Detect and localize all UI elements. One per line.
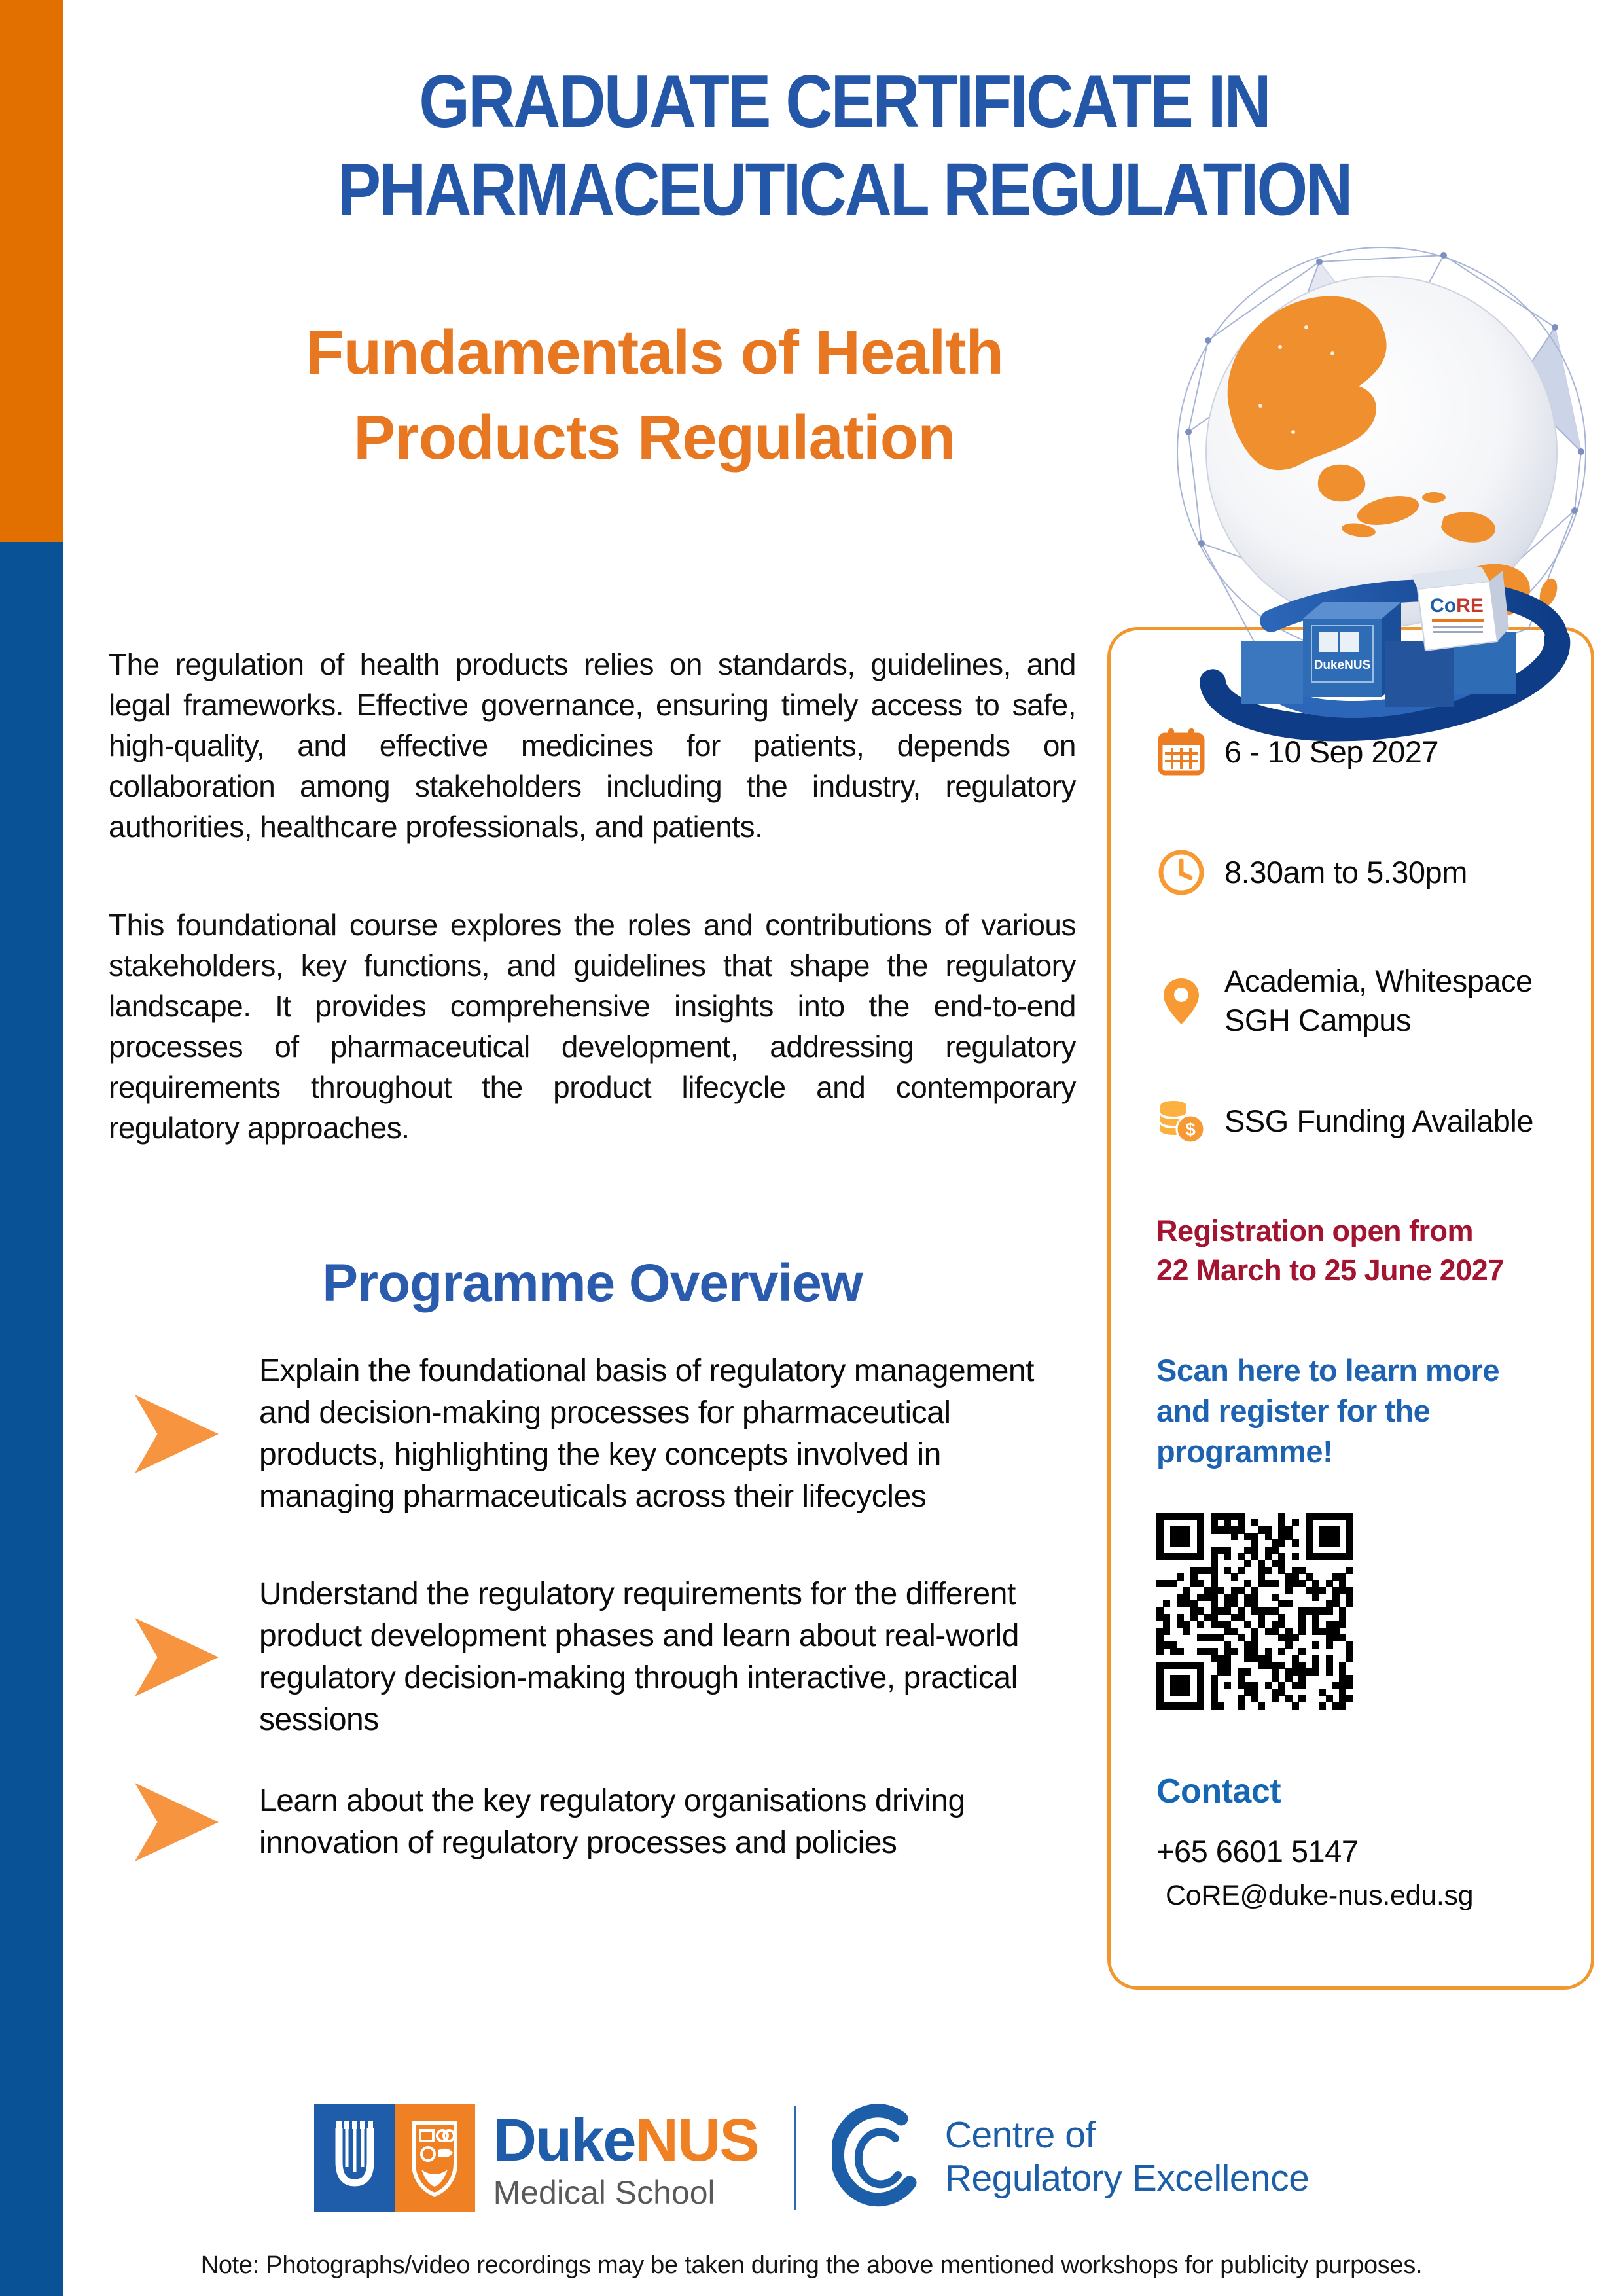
qr-code: [1156, 1513, 1353, 1709]
dukenus-logo-marks: [314, 2104, 475, 2212]
globe-cube-dukenus-label: DukeNUS: [1313, 658, 1371, 672]
arrow-bullet-icon: [135, 1783, 219, 1861]
intro-section: [109, 644, 1076, 1148]
course-subtitle: Fundamentals of Health Products Regulation: [305, 317, 1004, 473]
funding-icon: [1156, 1096, 1206, 1146]
overview-bullet-2: [109, 1573, 1076, 1741]
contact-heading: Contact: [1156, 1772, 1281, 1810]
footer-note: Note: Photographs/video recordings may be taken during the above mentioned workshops for publicity purposes.: [200, 2251, 1423, 2279]
registration-period: [1156, 1211, 1552, 1290]
globe-illustration: [1162, 236, 1607, 753]
registration-line2: 22 March to 25 June 2027: [1156, 1253, 1504, 1287]
overview-bullet-1-text: Explain the foundational basis of regulatory management and decision-making processes for pharmaceutical products, highlighting the key concepts involved in managing pharmaceuticals across their lifecycles: [259, 1354, 1034, 1514]
funding-text: SSG Funding Available: [1224, 1103, 1534, 1138]
registration-line1: Registration open from: [1156, 1214, 1474, 1247]
scan-instruction: Scan here to learn more and register for the programme!: [1156, 1353, 1499, 1469]
core-line1: Centre of: [944, 2114, 1096, 2156]
core-line2: Regulatory Excellence: [944, 2157, 1310, 2199]
programme-overview-heading: Programme Overview: [322, 1253, 863, 1313]
contact-phone: +65 6601 5147: [1156, 1834, 1359, 1869]
dukenus-wordmark: [493, 2104, 758, 2212]
intro-paragraph-1: The regulation of health products relies on standards, guidelines, and legal frameworks. Effective governance, ensuring timely access to safe, high-quality, and effective medicines for patients, depends on collaboration among stakeholders including the industry, regulatory authorities, healthcare professionals, and patients.: [109, 647, 1076, 844]
core-swoosh-icon: [832, 2104, 931, 2209]
globe-cube-core-label: CoRE: [1430, 595, 1484, 617]
core-logo: [832, 2104, 1310, 2209]
core-wordmark: [945, 2113, 1310, 2200]
contact-email: CoRE@duke-nus.edu.sg: [1166, 1880, 1474, 1911]
location-icon: [1156, 976, 1206, 1026]
logo-divider: [794, 2106, 796, 2210]
svg-text:$: $: [1185, 1119, 1196, 1139]
location-text: Academia, Whitespace SGH Campus: [1224, 963, 1533, 1037]
dukenus-logo: [314, 2104, 758, 2212]
arrow-bullet-icon: [135, 1395, 219, 1473]
page-title-line1: GRADUATE CERTIFICATE IN: [419, 60, 1270, 144]
overview-bullet-3: [109, 1780, 1076, 1864]
time-row: [1156, 848, 1552, 897]
clock-icon: [1156, 848, 1206, 897]
overview-bullet-1: [109, 1350, 1076, 1518]
date-text: 6 - 10 Sep 2027: [1224, 734, 1438, 769]
dukenus-name: [493, 2108, 758, 2172]
duke-shield-icon: [314, 2104, 395, 2212]
course-details-card: [1107, 627, 1594, 1990]
overview-bullet-3-text: Learn about the key regulatory organisations driving innovation of regulatory processes and policies: [259, 1784, 965, 1860]
nus-text: NUS: [635, 2107, 758, 2174]
overview-bullet-2-text: Understand the regulatory requirements for the different product development phases and learn about real-world regulatory decision-making through interactive, practical sessions: [259, 1577, 1019, 1737]
medical-school-text: Medical School: [493, 2174, 715, 2211]
page-title-line2: PHARMACEUTICAL REGULATION: [337, 147, 1351, 232]
duke-text: Duke: [493, 2107, 635, 2174]
time-text: 8.30am to 5.30pm: [1224, 855, 1467, 889]
arrow-bullet-icon: [135, 1618, 219, 1696]
funding-row: [1156, 1096, 1552, 1146]
location-row: [1156, 961, 1552, 1040]
footer-logos: [0, 2104, 1623, 2222]
nus-crest-icon: [395, 2104, 475, 2212]
intro-paragraph-2: This foundational course explores the roles and contributions of various stakeholders, key functions, and guidelines that shape the regulatory landscape. It provides comprehensive insights into the end-to-end processes of pharmaceutical development, addressing regulatory requirements throughout the product lifecycle and contemporary regulatory approaches.: [109, 908, 1076, 1145]
page-title: [255, 58, 1433, 234]
